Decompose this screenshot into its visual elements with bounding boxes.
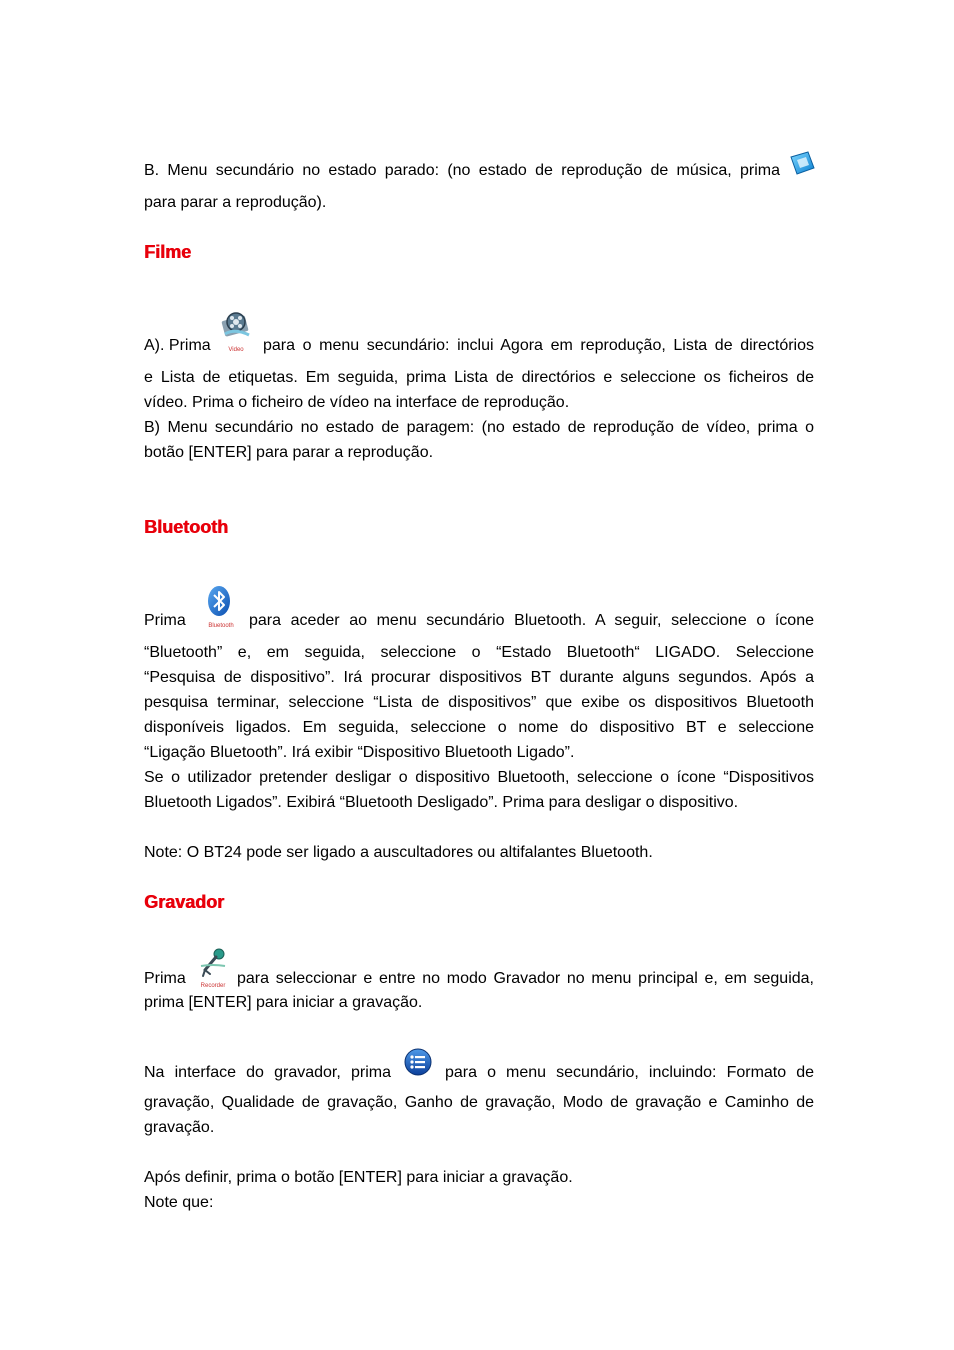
bluetooth-icon	[201, 584, 241, 628]
filme-line-5: botão [ENTER] para parar a reprodução.	[144, 444, 434, 461]
menu-list-icon	[403, 1048, 433, 1078]
musica-paragraph-line-1: B. Menu secundário no estado parado: (no estado de reprodução de música, prima	[144, 162, 780, 179]
recorder-icon-caption: Recorder	[200, 983, 226, 989]
bluetooth-line-7: Se o utilizador pretender desligar o dispositivo Bluetooth, seleccione o ícone “Dispositivos	[144, 769, 814, 786]
bluetooth-prefix: Prima	[144, 612, 186, 629]
bluetooth-line-8: Bluetooth Ligados”. Exibirá “Bluetooth Desligado”. Prima para desligar o dispositivo.	[144, 794, 739, 811]
gravador-note: Note que:	[144, 1194, 214, 1211]
gravador-rest: para seleccionar e entre no modo Gravador no menu principal e, em seguida,	[237, 970, 814, 987]
bluetooth-rest: para aceder ao menu secundário Bluetooth. A seguir, seleccione o ícone	[249, 612, 814, 629]
video-icon-caption: Video	[228, 347, 244, 353]
gravador-after: Após definir, prima o botão [ENTER] para iniciar a gravação.	[144, 1169, 573, 1186]
bluetooth-line-5: disponíveis ligados. Em seguida, seleccione o nome do dispositivo BT e seleccione	[144, 719, 814, 736]
bluetooth-icon-caption: Bluetooth	[208, 623, 234, 629]
musica-paragraph-line-2: para parar a reprodução).	[144, 194, 327, 211]
bluetooth-line-4: pesquisa terminar, seleccione “Lista de dispositivos” que exibe os dispositivos Bluetooth	[144, 694, 814, 711]
bluetooth-line-2: “Bluetooth” e, em seguida, seleccione o “Estado Bluetooth“ LIGADO. Seleccione	[144, 644, 814, 661]
gravador-prefix: Prima	[144, 970, 186, 987]
bluetooth-line-6: “Ligação Bluetooth”. Irá exibir “Dispositivo Bluetooth Ligado”.	[144, 744, 575, 761]
video-icon	[217, 308, 255, 352]
recorder-icon	[195, 946, 231, 988]
gravador-q-line-3: gravação.	[144, 1119, 215, 1136]
section-heading-bluetooth: Bluetooth	[144, 517, 228, 537]
filme-line-2: e Lista de etiquetas. Em seguida, prima Lista de directórios e seleccione os ficheiros de	[144, 369, 814, 386]
gravador-q-line-2: gravação, Qualidade de gravação, Ganho de gravação, Modo de gravação e Caminho de	[144, 1094, 814, 1111]
gravador-q-rest: para o menu secundário, incluindo: Formato de	[445, 1064, 814, 1081]
filme-a-rest: para o menu secundário: inclui Agora em reprodução, Lista de directórios	[263, 337, 814, 354]
section-heading-gravador: Gravador	[144, 892, 225, 912]
bluetooth-line-3: “Pesquisa de dispositivo”. Irá procurar dispositivos BT durante alguns segundos. Após a	[144, 669, 814, 686]
filme-line-4: B) Menu secundário no estado de paragem: (no estado de reprodução de vídeo, prima o	[144, 419, 814, 436]
stop-icon	[788, 149, 816, 177]
gravador-line-2: prima [ENTER] para iniciar a gravação.	[144, 994, 423, 1011]
filme-a-prefix: A). Prima	[144, 337, 211, 354]
section-heading-filme: Filme	[144, 242, 192, 262]
bluetooth-note: Note: O BT24 pode ser ligado a auscultadores ou altifalantes Bluetooth.	[144, 844, 653, 861]
gravador-q-prefix: Na interface do gravador, prima	[144, 1064, 391, 1081]
filme-line-3: vídeo. Prima o ficheiro de vídeo na interface de reprodução.	[144, 394, 570, 411]
